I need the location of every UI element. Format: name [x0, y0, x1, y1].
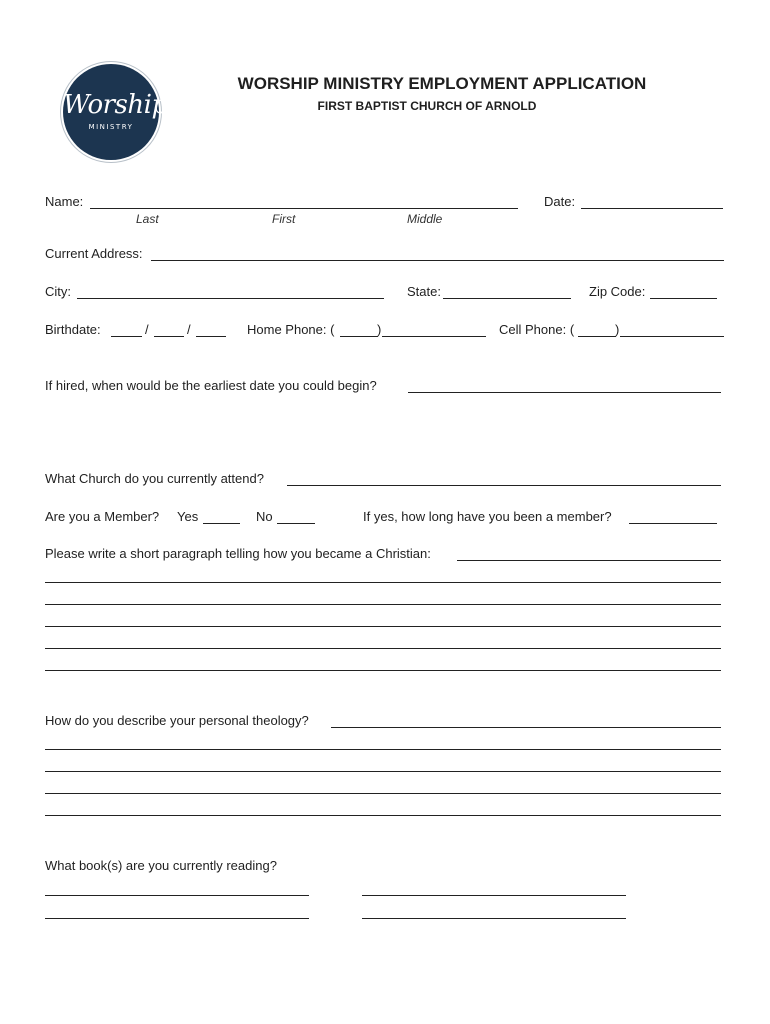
start-date-field[interactable]: [408, 392, 721, 393]
book-field[interactable]: [45, 895, 309, 896]
member-no-label: No: [256, 509, 273, 524]
cell-phone-label: Cell Phone: (: [499, 322, 575, 337]
member-how-long-field[interactable]: [629, 523, 717, 524]
state-label: State:: [407, 284, 441, 299]
name-field[interactable]: [90, 208, 518, 209]
state-field[interactable]: [443, 298, 571, 299]
christian-answer-line[interactable]: [45, 648, 721, 649]
christian-answer-line[interactable]: [45, 670, 721, 671]
cell-phone-field[interactable]: [620, 336, 724, 337]
home-phone-paren: ): [377, 322, 382, 337]
birthdate-day-field[interactable]: [154, 336, 184, 337]
book-field[interactable]: [45, 918, 309, 919]
start-date-question: If hired, when would be the earliest date you could begin?: [45, 378, 377, 393]
birthdate-month-field[interactable]: [111, 336, 142, 337]
date-label: Date:: [544, 194, 576, 209]
christian-answer-line[interactable]: [45, 626, 721, 627]
address-label: Current Address:: [45, 246, 143, 261]
member-yes-field[interactable]: [203, 523, 240, 524]
zip-field[interactable]: [650, 298, 717, 299]
birthdate-year-field[interactable]: [196, 336, 226, 337]
theology-question: How do you describe your personal theology?: [45, 713, 309, 728]
cell-phone-paren: ): [615, 322, 620, 337]
christian-field[interactable]: [457, 560, 721, 561]
birthdate-slash-1: /: [145, 322, 149, 337]
logo-sub-text: MINISTRY: [88, 123, 134, 131]
home-phone-field[interactable]: [382, 336, 486, 337]
birthdate-label: Birthdate:: [45, 322, 101, 337]
name-label: Name:: [45, 194, 84, 209]
home-phone-area-field[interactable]: [340, 336, 378, 337]
name-middle-caption: Middle: [407, 212, 443, 226]
church-question: What Church do you currently attend?: [45, 471, 264, 486]
birthdate-slash-2: /: [187, 322, 191, 337]
theology-answer-line[interactable]: [45, 771, 721, 772]
christian-question: Please write a short paragraph telling how you became a Christian:: [45, 546, 431, 561]
member-yes-label: Yes: [177, 509, 199, 524]
member-how-long-question: If yes, how long have you been a member?: [363, 509, 612, 524]
theology-field[interactable]: [331, 727, 721, 728]
date-field[interactable]: [581, 208, 723, 209]
books-question: What book(s) are you currently reading?: [45, 858, 277, 873]
theology-answer-line[interactable]: [45, 793, 721, 794]
member-question: Are you a Member?: [45, 509, 160, 524]
book-field[interactable]: [362, 895, 626, 896]
member-no-field[interactable]: [277, 523, 315, 524]
name-first-caption: First: [272, 212, 296, 226]
theology-answer-line[interactable]: [45, 815, 721, 816]
christian-answer-line[interactable]: [45, 604, 721, 605]
home-phone-label: Home Phone: (: [247, 322, 335, 337]
form-title: WORSHIP MINISTRY EMPLOYMENT APPLICATION: [237, 74, 647, 93]
address-field[interactable]: [151, 260, 724, 261]
logo-script-text: Worship: [63, 90, 168, 120]
church-field[interactable]: [287, 485, 721, 486]
cell-phone-area-field[interactable]: [578, 336, 616, 337]
name-last-caption: Last: [136, 212, 159, 226]
book-field[interactable]: [362, 918, 626, 919]
city-label: City:: [45, 284, 71, 299]
christian-answer-line[interactable]: [45, 582, 721, 583]
city-field[interactable]: [77, 298, 384, 299]
form-subtitle: FIRST BAPTIST CHURCH OF ARNOLD: [317, 99, 537, 113]
zip-label: Zip Code:: [589, 284, 646, 299]
theology-answer-line[interactable]: [45, 749, 721, 750]
